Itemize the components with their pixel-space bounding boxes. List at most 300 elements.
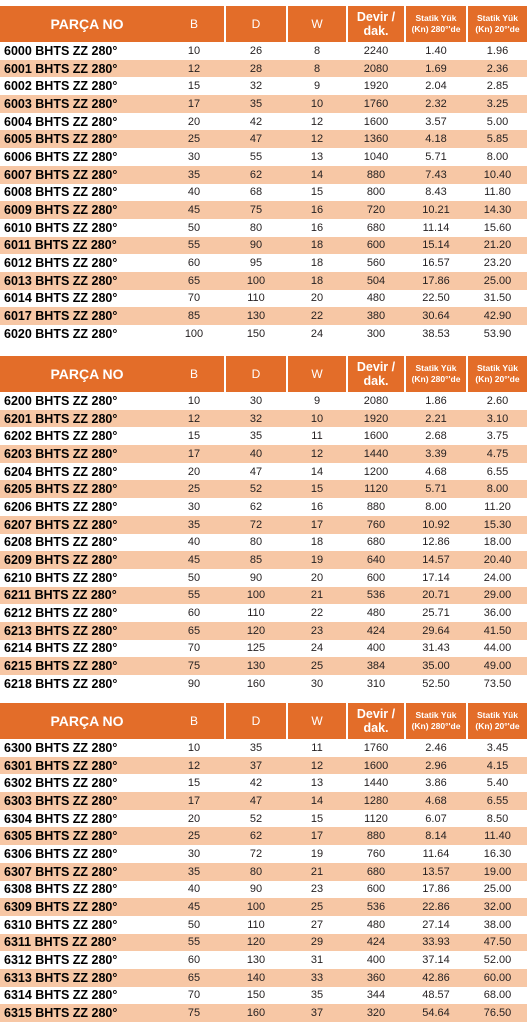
table-row [0, 219, 527, 237]
b-cell: 55 [187, 936, 201, 949]
static-load-20-cell: 44.00 [483, 642, 512, 655]
part-number-cell: 6305 BHTS ZZ 280° [4, 829, 118, 844]
part-number-cell: 6011 BHTS ZZ 280° [4, 238, 117, 253]
b-cell: 50 [187, 221, 201, 234]
header-d: D [226, 703, 286, 739]
static-load-280-cell: 22.86 [422, 901, 450, 914]
b-cell: 90 [187, 677, 201, 690]
d-cell: 72 [249, 518, 263, 531]
w-cell: 18 [310, 274, 324, 287]
table-header [0, 703, 527, 739]
table-row [0, 166, 527, 184]
b-cell: 45 [187, 554, 201, 567]
d-cell: 52 [249, 812, 263, 825]
w-cell: 23 [310, 624, 324, 637]
w-cell: 22 [310, 310, 324, 323]
w-cell: 14 [310, 794, 324, 807]
b-cell: 60 [187, 954, 201, 967]
table-row [0, 951, 527, 969]
speed-cell: 1280 [363, 794, 389, 807]
w-cell: 15 [310, 812, 324, 825]
speed-cell: 1440 [363, 447, 389, 460]
w-cell: 8 [313, 62, 321, 75]
header-static-280-line1: Statik Yük [415, 710, 457, 720]
static-load-280-cell: 33.93 [422, 936, 450, 949]
part-number-cell: 6209 BHTS ZZ 280° [4, 553, 118, 568]
w-cell: 13 [310, 150, 324, 163]
static-load-280-cell: 52.50 [422, 677, 450, 690]
static-load-280-cell: 1.40 [425, 44, 447, 57]
static-load-20-cell: 3.45 [486, 741, 509, 754]
d-cell: 150 [246, 327, 266, 340]
static-load-280-cell: 6.07 [425, 812, 447, 825]
table-row [0, 77, 527, 95]
b-cell: 50 [187, 918, 201, 931]
speed-cell: 1360 [363, 133, 389, 146]
d-cell: 100 [246, 589, 266, 602]
static-load-280-cell: 15.14 [422, 239, 450, 252]
header-static-load-20 [468, 356, 527, 392]
b-cell: 35 [187, 865, 201, 878]
d-cell: 100 [246, 901, 266, 914]
static-load-280-cell: 3.57 [425, 115, 447, 128]
static-load-280-cell: 11.14 [422, 221, 450, 234]
speed-cell: 1600 [363, 759, 389, 772]
static-load-280-cell: 2.32 [425, 97, 447, 110]
static-load-280-cell: 7.43 [425, 168, 447, 181]
speed-cell: 536 [366, 901, 386, 914]
d-cell: 52 [249, 483, 263, 496]
header-d: D [226, 6, 286, 42]
speed-cell: 680 [366, 221, 386, 234]
speed-cell: 1040 [363, 150, 389, 163]
d-cell: 62 [249, 830, 263, 843]
static-load-20-cell: 11.80 [484, 186, 511, 199]
static-load-20-cell: 10.40 [483, 168, 512, 181]
speed-cell: 480 [366, 918, 386, 931]
header-speed-line1: Devir / [356, 707, 396, 721]
b-cell: 70 [187, 292, 201, 305]
d-cell: 120 [246, 936, 266, 949]
d-cell: 90 [249, 571, 263, 584]
b-cell: 75 [187, 660, 201, 673]
part-number-cell: 6301 BHTS ZZ 280° [4, 758, 118, 773]
b-cell: 10 [187, 394, 201, 407]
static-load-280-cell: 10.21 [422, 204, 450, 217]
d-cell: 80 [249, 536, 263, 549]
header-static-280-line2: (Kn) 280°'de [411, 24, 461, 34]
header-d: D [226, 356, 286, 392]
table-row [0, 392, 527, 410]
static-load-280-cell: 12.86 [422, 536, 450, 549]
header-static-20-line1: Statik Yük [477, 363, 518, 373]
part-number-cell: 6020 BHTS ZZ 280° [4, 326, 118, 341]
speed-cell: 1200 [363, 465, 389, 478]
b-cell: 55 [187, 239, 201, 252]
speed-cell: 1600 [363, 430, 389, 443]
w-cell: 12 [310, 759, 324, 772]
w-cell: 17 [310, 830, 324, 843]
table-row [0, 969, 527, 987]
b-cell: 40 [187, 186, 201, 199]
table-row [0, 845, 527, 863]
header-static-20-line2: (Kn) 20°'de [475, 721, 520, 731]
speed-cell: 1120 [364, 483, 388, 496]
static-load-20-cell: 36.00 [483, 607, 512, 620]
d-cell: 62 [249, 500, 263, 513]
header-part-number: PARÇA NO [0, 6, 174, 42]
w-cell: 24 [310, 327, 324, 340]
b-cell: 45 [187, 901, 201, 914]
header-b: B [164, 703, 224, 739]
speed-cell: 384 [366, 660, 386, 673]
part-number-cell: 6308 BHTS ZZ 280° [4, 882, 118, 897]
w-cell: 23 [310, 883, 324, 896]
table-row [0, 148, 527, 166]
header-speed-line1: Devir / [356, 10, 396, 24]
static-load-280-cell: 38.53 [422, 327, 450, 340]
d-cell: 47 [249, 465, 263, 478]
static-load-20-cell: 8.00 [486, 150, 509, 163]
b-cell: 60 [187, 607, 201, 620]
b-cell: 20 [187, 812, 201, 825]
static-load-280-cell: 2.96 [425, 759, 447, 772]
w-cell: 19 [310, 847, 324, 860]
w-cell: 20 [310, 571, 324, 584]
speed-cell: 2240 [363, 44, 389, 57]
speed-cell: 344 [366, 989, 386, 1002]
table-row [0, 307, 527, 325]
table-row [0, 498, 527, 516]
static-load-280-cell: 8.43 [425, 186, 447, 199]
b-cell: 10 [187, 44, 201, 57]
header-b: B [164, 6, 224, 42]
w-cell: 16 [310, 204, 324, 217]
table-row [0, 60, 527, 78]
static-load-20-cell: 49.00 [483, 660, 512, 673]
part-number-cell: 6201 BHTS ZZ 280° [4, 411, 118, 426]
d-cell: 125 [246, 642, 266, 655]
d-cell: 68 [249, 186, 263, 199]
w-cell: 16 [310, 221, 324, 234]
bearing-table-6300-series [0, 703, 527, 1022]
w-cell: 20 [310, 292, 324, 305]
w-cell: 18 [310, 257, 324, 270]
static-load-20-cell: 60.00 [483, 971, 512, 984]
d-cell: 150 [246, 989, 266, 1002]
table-row [0, 916, 527, 934]
w-cell: 14 [310, 168, 324, 181]
w-cell: 25 [310, 660, 324, 673]
table-row [0, 810, 527, 828]
b-cell: 25 [187, 483, 201, 496]
static-load-280-cell: 4.68 [425, 794, 447, 807]
w-cell: 24 [310, 642, 324, 655]
speed-cell: 1920 [363, 412, 389, 425]
table-row [0, 95, 527, 113]
speed-cell: 720 [366, 204, 386, 217]
header-static-280-line2: (Kn) 280°'de [411, 721, 461, 731]
static-load-280-cell: 4.18 [425, 133, 447, 146]
speed-cell: 480 [366, 292, 386, 305]
speed-cell: 400 [366, 642, 386, 655]
b-cell: 65 [187, 971, 201, 984]
part-number-cell: 6012 BHTS ZZ 280° [4, 256, 118, 271]
table-row [0, 675, 527, 693]
w-cell: 18 [310, 239, 324, 252]
table-row [0, 254, 527, 272]
static-load-20-cell: 68.00 [483, 989, 512, 1002]
static-load-280-cell: 25.71 [422, 607, 450, 620]
header-static-load-20 [468, 6, 527, 42]
d-cell: 30 [249, 394, 263, 407]
static-load-280-cell: 5.71 [425, 150, 447, 163]
static-load-20-cell: 23.20 [483, 257, 512, 270]
static-load-20-cell: 19.00 [483, 865, 512, 878]
static-load-20-cell: 24.00 [483, 571, 512, 584]
static-load-280-cell: 17.14 [422, 571, 450, 584]
d-cell: 35 [249, 97, 263, 110]
table-row [0, 290, 527, 308]
d-cell: 35 [249, 430, 263, 443]
static-load-20-cell: 5.40 [486, 777, 509, 790]
b-cell: 30 [187, 500, 201, 513]
static-load-20-cell: 41.50 [483, 624, 512, 637]
b-cell: 40 [187, 536, 201, 549]
w-cell: 8 [313, 44, 321, 57]
static-load-20-cell: 15.60 [483, 221, 512, 234]
w-cell: 25 [310, 901, 324, 914]
speed-cell: 600 [366, 239, 386, 252]
static-load-280-cell: 3.39 [425, 447, 447, 460]
header-w: W [288, 6, 346, 42]
d-cell: 47 [249, 133, 263, 146]
static-load-280-cell: 4.68 [425, 465, 447, 478]
table-row [0, 201, 527, 219]
static-load-20-cell: 2.85 [486, 80, 509, 93]
header-part-number: PARÇA NO [0, 356, 174, 392]
static-load-20-cell: 1.96 [486, 44, 509, 57]
part-number-cell: 6302 BHTS ZZ 280° [4, 776, 118, 791]
d-cell: 100 [246, 274, 266, 287]
header-speed [348, 6, 404, 42]
w-cell: 35 [310, 989, 324, 1002]
d-cell: 26 [249, 44, 263, 57]
static-load-280-cell: 14.57 [422, 554, 450, 567]
speed-cell: 1920 [363, 80, 389, 93]
w-cell: 10 [310, 412, 324, 425]
static-load-280-cell: 11.64 [422, 847, 450, 860]
d-cell: 110 [247, 607, 265, 620]
d-cell: 95 [249, 257, 263, 270]
part-number-cell: 6212 BHTS ZZ 280° [4, 606, 118, 621]
header-w: W [288, 356, 346, 392]
b-cell: 12 [187, 62, 201, 75]
d-cell: 140 [246, 971, 266, 984]
static-load-280-cell: 37.14 [422, 954, 450, 967]
speed-cell: 1440 [363, 777, 389, 790]
speed-cell: 760 [366, 518, 386, 531]
static-load-280-cell: 3.86 [425, 777, 447, 790]
static-load-20-cell: 32.00 [483, 901, 512, 914]
w-cell: 27 [310, 918, 324, 931]
b-cell: 45 [187, 204, 201, 217]
static-load-280-cell: 30.64 [422, 310, 450, 323]
static-load-280-cell: 16.57 [422, 257, 450, 270]
part-number-cell: 6007 BHTS ZZ 280° [4, 167, 118, 182]
b-cell: 17 [187, 97, 201, 110]
table-row [0, 657, 527, 675]
b-cell: 15 [187, 80, 201, 93]
part-number-cell: 6211 BHTS ZZ 280° [4, 588, 117, 603]
part-number-cell: 6006 BHTS ZZ 280° [4, 149, 118, 164]
b-cell: 40 [187, 883, 201, 896]
d-cell: 80 [249, 865, 263, 878]
speed-cell: 880 [366, 168, 386, 181]
d-cell: 62 [249, 168, 263, 181]
part-number-cell: 6005 BHTS ZZ 280° [4, 132, 118, 147]
b-cell: 85 [187, 310, 201, 323]
static-load-20-cell: 5.00 [486, 115, 509, 128]
w-cell: 11 [311, 741, 323, 754]
static-load-20-cell: 11.40 [484, 830, 511, 843]
speed-cell: 880 [366, 500, 386, 513]
table-row [0, 410, 527, 428]
static-load-280-cell: 2.46 [425, 741, 447, 754]
static-load-280-cell: 48.57 [422, 989, 450, 1002]
w-cell: 16 [310, 500, 324, 513]
d-cell: 120 [246, 624, 266, 637]
b-cell: 70 [187, 989, 201, 1002]
b-cell: 12 [187, 412, 201, 425]
header-part-number: PARÇA NO [0, 703, 174, 739]
static-load-280-cell: 29.64 [422, 624, 450, 637]
table-row [0, 463, 527, 481]
table-row [0, 934, 527, 952]
b-cell: 30 [187, 150, 201, 163]
d-cell: 28 [249, 62, 263, 75]
part-number-cell: 6000 BHTS ZZ 280° [4, 43, 118, 58]
static-load-20-cell: 25.00 [483, 274, 512, 287]
part-number-cell: 6008 BHTS ZZ 280° [4, 185, 118, 200]
header-static-load-280 [406, 703, 466, 739]
b-cell: 17 [187, 794, 201, 807]
table-row [0, 604, 527, 622]
b-cell: 25 [187, 830, 201, 843]
table-row [0, 42, 527, 60]
w-cell: 37 [310, 1007, 324, 1020]
static-load-20-cell: 3.75 [486, 430, 509, 443]
speed-cell: 320 [366, 1007, 386, 1020]
part-number-cell: 6014 BHTS ZZ 280° [4, 291, 118, 306]
speed-cell: 1760 [363, 741, 389, 754]
header-static-20-line1: Statik Yük [477, 710, 518, 720]
w-cell: 33 [310, 971, 324, 984]
table-row [0, 739, 527, 757]
part-number-cell: 6314 BHTS ZZ 280° [4, 988, 118, 1003]
speed-cell: 640 [366, 554, 386, 567]
part-number-cell: 6303 BHTS ZZ 280° [4, 793, 118, 808]
header-w: W [288, 703, 346, 739]
d-cell: 160 [246, 677, 266, 690]
part-number-cell: 6204 BHTS ZZ 280° [4, 464, 118, 479]
part-number-cell: 6311 BHTS ZZ 280° [4, 935, 117, 950]
part-number-cell: 6010 BHTS ZZ 280° [4, 220, 118, 235]
part-number-cell: 6207 BHTS ZZ 280° [4, 517, 118, 532]
header-speed-line2: dak. [363, 374, 389, 388]
static-load-20-cell: 52.00 [483, 954, 512, 967]
part-number-cell: 6206 BHTS ZZ 280° [4, 499, 118, 514]
d-cell: 32 [249, 80, 263, 93]
part-number-cell: 6013 BHTS ZZ 280° [4, 273, 118, 288]
w-cell: 15 [310, 186, 324, 199]
static-load-20-cell: 3.10 [486, 412, 509, 425]
speed-cell: 2080 [363, 62, 389, 75]
table-row [0, 587, 527, 605]
table-row [0, 516, 527, 534]
header-speed-line2: dak. [363, 721, 389, 735]
d-cell: 32 [249, 412, 263, 425]
part-number-cell: 6215 BHTS ZZ 280° [4, 659, 118, 674]
speed-cell: 310 [366, 677, 386, 690]
d-cell: 160 [246, 1007, 266, 1020]
w-cell: 17 [310, 518, 324, 531]
speed-cell: 560 [366, 257, 386, 270]
static-load-280-cell: 22.50 [422, 292, 450, 305]
static-load-280-cell: 2.68 [425, 430, 447, 443]
speed-cell: 480 [366, 607, 386, 620]
w-cell: 10 [310, 97, 324, 110]
part-number-cell: 6213 BHTS ZZ 280° [4, 623, 118, 638]
table-row [0, 757, 527, 775]
header-speed [348, 356, 404, 392]
d-cell: 90 [249, 883, 263, 896]
speed-cell: 1760 [363, 97, 389, 110]
b-cell: 65 [187, 624, 201, 637]
static-load-280-cell: 27.14 [422, 918, 450, 931]
w-cell: 12 [310, 115, 324, 128]
part-number-cell: 6002 BHTS ZZ 280° [4, 79, 118, 94]
d-cell: 130 [246, 954, 266, 967]
speed-cell: 536 [366, 589, 386, 602]
header-speed-line1: Devir / [356, 360, 396, 374]
d-cell: 75 [249, 204, 263, 217]
table-row [0, 987, 527, 1005]
b-cell: 15 [187, 777, 201, 790]
part-number-cell: 6300 BHTS ZZ 280° [4, 740, 118, 755]
d-cell: 37 [249, 759, 263, 772]
static-load-20-cell: 31.50 [483, 292, 512, 305]
d-cell: 85 [249, 554, 263, 567]
table-row [0, 480, 527, 498]
static-load-20-cell: 6.55 [486, 465, 509, 478]
part-number-cell: 6306 BHTS ZZ 280° [4, 846, 118, 861]
d-cell: 35 [249, 741, 263, 754]
static-load-20-cell: 4.75 [486, 447, 509, 460]
table-row [0, 113, 527, 131]
b-cell: 50 [187, 571, 201, 584]
header-static-20-line2: (Kn) 20°'de [475, 24, 520, 34]
speed-cell: 600 [366, 883, 386, 896]
speed-cell: 424 [366, 936, 386, 949]
speed-cell: 424 [366, 624, 386, 637]
speed-cell: 760 [366, 847, 386, 860]
static-load-20-cell: 11.20 [484, 500, 511, 513]
static-load-20-cell: 38.00 [483, 918, 512, 931]
table-row [0, 898, 527, 916]
part-number-cell: 6210 BHTS ZZ 280° [4, 570, 118, 585]
static-load-20-cell: 8.00 [486, 483, 509, 496]
